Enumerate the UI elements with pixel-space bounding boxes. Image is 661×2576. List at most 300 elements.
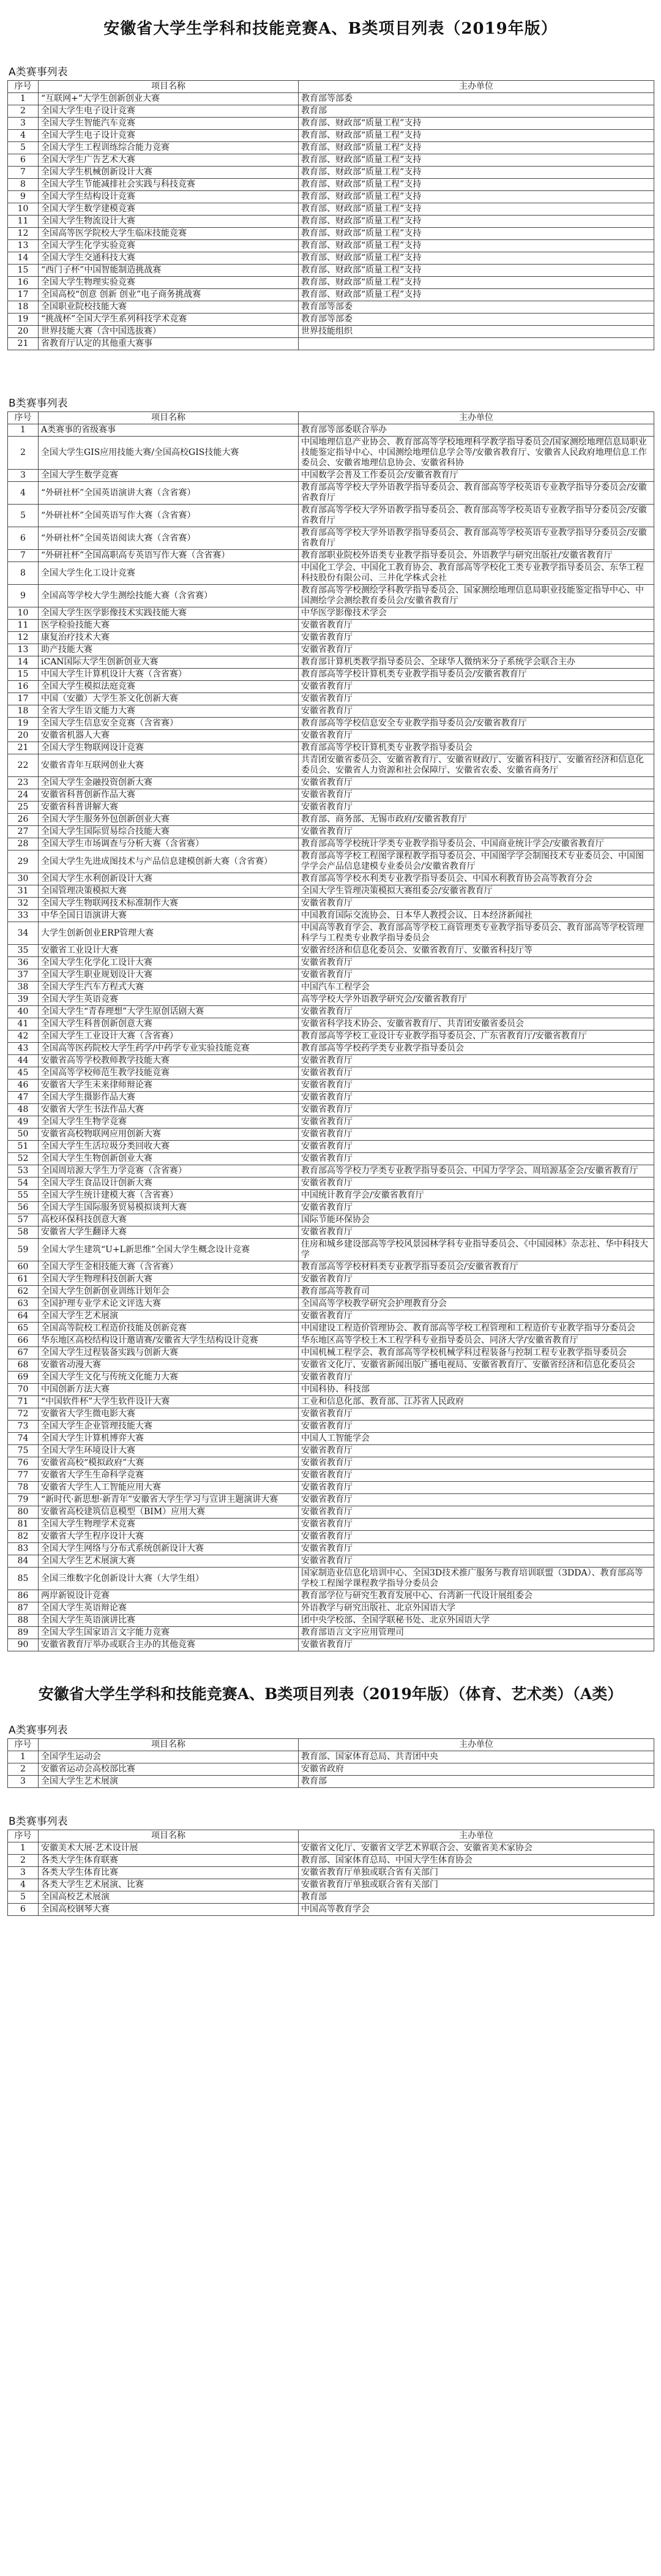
table-row	[8, 1396, 654, 1408]
organizer: 教育部高等学校力学类专业教学指导委员会、中国力学学会、周培源基金会/安徽省教育厅	[299, 1165, 654, 1177]
organizer: 安徽省教育厅	[299, 957, 654, 969]
competition-name: 华东地区高校结构设计邀请赛/安徽省大学生结构设计竞赛	[39, 1335, 299, 1347]
row-number: 83	[8, 1543, 39, 1555]
organizer: 安徽省教育厅	[299, 1408, 654, 1421]
table-row	[8, 437, 654, 470]
row-number: 2	[8, 437, 39, 470]
organizer: 教育部高等学校测绘学科教学指导委员会、国家测绘地理信息局职业技能鉴定指导中心、中国测绘学会测绘教育委员会/安徽省教育厅	[299, 585, 654, 607]
row-number: 6	[8, 527, 39, 550]
competition-name: 康复治疗技术大赛	[39, 632, 299, 644]
table-row	[8, 910, 654, 922]
competition-name: 全国大学生市场调查与分析大赛（含省赛）	[39, 838, 299, 851]
organizer: 安徽省教育厅	[299, 969, 654, 982]
table-row	[8, 1261, 654, 1274]
organizer: 安徽省教育厅	[299, 693, 654, 705]
section-sports-a	[7, 1721, 654, 1788]
organizer: 教育部、财政部“质量工程”支持	[299, 265, 654, 277]
row-number: 71	[8, 1396, 39, 1408]
row-number: 46	[8, 1080, 39, 1092]
row-number: 81	[8, 1519, 39, 1531]
organizer: 安徽省教育厅	[299, 1543, 654, 1555]
organizer: 安徽省教育厅	[299, 1226, 654, 1239]
organizer: 安徽省教育厅	[299, 1274, 654, 1286]
row-number: 15	[8, 669, 39, 681]
organizer: 教育部高等学校工业设计专业教学指导委员会、广东省教育厅/安徽省教育厅	[299, 1031, 654, 1043]
competition-name: “外研社杯”全国高职高专英语写作大赛（含省赛）	[39, 550, 299, 562]
table-row	[8, 1347, 654, 1359]
table-row	[8, 203, 654, 216]
row-number: 10	[8, 203, 39, 216]
competition-name: “外研社杯”全国英语阅读大赛（含省赛）	[39, 527, 299, 550]
table-row	[8, 1506, 654, 1519]
row-number: 13	[8, 240, 39, 252]
table-header-row	[8, 1739, 654, 1751]
column-header: 序号	[8, 1739, 39, 1751]
row-number: 22	[8, 754, 39, 777]
row-number: 14	[8, 656, 39, 669]
row-number: 27	[8, 826, 39, 838]
organizer: 安徽省教育厅	[299, 1202, 654, 1214]
competition-name: 全国大学生生活垃圾分类回收大赛	[39, 1141, 299, 1153]
row-number: 14	[8, 252, 39, 265]
table-header-row	[8, 81, 654, 93]
row-number: 77	[8, 1470, 39, 1482]
competition-name: 全国大学生生物学竞赛	[39, 1116, 299, 1128]
organizer: 安徽省教育厅	[299, 1116, 654, 1128]
table-row	[8, 730, 654, 742]
table-row	[8, 1408, 654, 1421]
table-row	[8, 656, 654, 669]
organizer: 教育部语言文字应用管理司	[299, 1627, 654, 1639]
column-header: 序号	[8, 412, 39, 424]
table-row	[8, 789, 654, 802]
row-number: 3	[8, 1776, 39, 1788]
competition-name: 全国职业院校技能大赛	[39, 301, 299, 314]
competition-name: 全国大学生电子设计竞赛	[39, 130, 299, 142]
table-row	[8, 1470, 654, 1482]
table-row	[8, 562, 654, 585]
competition-name: 中国（安徽）大学生茶文化创新大赛	[39, 693, 299, 705]
section-a	[7, 63, 654, 350]
organizer: 安徽省教育厅	[299, 1519, 654, 1531]
row-number: 8	[8, 562, 39, 585]
table-row	[8, 1763, 654, 1776]
organizer: 世界技能组织	[299, 326, 654, 338]
row-number: 7	[8, 167, 39, 179]
row-number: 37	[8, 969, 39, 982]
table-row	[8, 777, 654, 789]
table-row	[8, 644, 654, 656]
organizer: 安徽省文化厅、安徽省文学艺术界联合会、安徽省美术家协会	[299, 1842, 654, 1855]
table-row	[8, 1286, 654, 1298]
organizer: 安徽省科学技术协会、安徽省教育厅、共青团安徽省委员会	[299, 1018, 654, 1031]
row-number: 33	[8, 910, 39, 922]
table-row	[8, 607, 654, 620]
organizer: 安徽省教育厅	[299, 681, 654, 693]
row-number: 17	[8, 693, 39, 705]
row-number: 74	[8, 1433, 39, 1445]
row-number: 19	[8, 718, 39, 730]
row-number: 3	[8, 470, 39, 482]
table-row	[8, 93, 654, 105]
table-row	[8, 681, 654, 693]
row-number: 5	[8, 505, 39, 527]
organizer: 中国建设工程造价管理协会、教育部高等学校工程管理和工程造价专业教学指导分委员会	[299, 1323, 654, 1335]
competition-name: 全国大学生物流设计大赛	[39, 216, 299, 228]
table-row	[8, 1092, 654, 1104]
row-number: 2	[8, 1763, 39, 1776]
organizer: 安徽省教育厅	[299, 1470, 654, 1482]
row-number: 42	[8, 1031, 39, 1043]
competition-name: 全国大学生科普创新创意大赛	[39, 1018, 299, 1031]
competition-name: 全国大学生金融投资创新大赛	[39, 777, 299, 789]
competition-name: 全国大学生物理科技创新大赛	[39, 1274, 299, 1286]
organizer: 教育部、财政部“质量工程”支持	[299, 118, 654, 130]
table-row	[8, 1239, 654, 1261]
organizer: 安徽省教育厅	[299, 789, 654, 802]
row-number: 64	[8, 1310, 39, 1323]
organizer: 教育部、财政部“质量工程”支持	[299, 252, 654, 265]
section-title: A类赛事列表	[9, 1724, 68, 1737]
organizer: 教育部职业院校外语类专业教学指导委员会、外语教学与研究出版社/安徽省教育厅	[299, 550, 654, 562]
competition-name: 全国大学生计算机博弈大赛	[39, 1433, 299, 1445]
competition-name: 全国大学生交通科技大赛	[39, 252, 299, 265]
table-row	[8, 1494, 654, 1506]
row-number: 65	[8, 1323, 39, 1335]
table-row	[8, 191, 654, 203]
organizer: 安徽省教育厅	[299, 1128, 654, 1141]
table-row	[8, 632, 654, 644]
row-number: 60	[8, 1261, 39, 1274]
table-row	[8, 1310, 654, 1323]
competition-name: “外研社杯”全国英语写作大赛（含省赛）	[39, 505, 299, 527]
organizer: 安徽省教育厅	[299, 1372, 654, 1384]
competition-name: 全国护理专业学术论文评选大赛	[39, 1298, 299, 1310]
table-row	[8, 1855, 654, 1867]
organizer: 国际节能环保协会	[299, 1214, 654, 1226]
table-row	[8, 1043, 654, 1055]
organizer: 全国高等学校教学研究会护理教育分会	[299, 1298, 654, 1310]
competition-name: 全国大学生“青春理想”大学生原创话剧大赛	[39, 1006, 299, 1018]
row-number: 75	[8, 1445, 39, 1457]
table-row	[8, 885, 654, 898]
table-row	[8, 314, 654, 326]
competition-name: 全国大学生英语演讲比赛	[39, 1615, 299, 1627]
competition-name: 全国大学生国际服务贸易模拟谈判大赛	[39, 1202, 299, 1214]
table-row	[8, 969, 654, 982]
competition-name: 全国大学生化学实验竞赛	[39, 240, 299, 252]
row-number: 87	[8, 1602, 39, 1615]
competition-name: “西门子杯”中国智能制造挑战赛	[39, 265, 299, 277]
competition-name: 中华全国日语演讲大赛	[39, 910, 299, 922]
row-number: 10	[8, 607, 39, 620]
table-row	[8, 1372, 654, 1384]
organizer: 安徽省教育厅	[299, 1092, 654, 1104]
row-number: 18	[8, 705, 39, 718]
row-number: 35	[8, 945, 39, 957]
table-row	[8, 814, 654, 826]
organizer: 安徽省教育厅	[299, 730, 654, 742]
competition-name: A类赛事的省级赛事	[39, 424, 299, 437]
table-header-row	[8, 1830, 654, 1842]
competition-name: 全国大学生国际贸易综合技能大赛	[39, 826, 299, 838]
competition-name: 大学生创新创业ERP管理大赛	[39, 922, 299, 945]
organizer: 教育部等部委	[299, 314, 654, 326]
organizer: 教育部、国家体育总局、共青团中央	[299, 1751, 654, 1763]
competition-name: 全国高等医药院校大学生药学/中药学专业实验技能竞赛	[39, 1043, 299, 1055]
table-row	[8, 338, 654, 350]
competition-name: 各类大学生体育比赛	[39, 1867, 299, 1879]
competition-name: 全国大学生电子设计竞赛	[39, 105, 299, 118]
competition-name: 全国大学生模拟法庭竞赛	[39, 681, 299, 693]
competition-name: 安徽省工业设计大赛	[39, 945, 299, 957]
organizer: 教育部、财政部“质量工程”支持	[299, 240, 654, 252]
row-number: 23	[8, 777, 39, 789]
table-row	[8, 1457, 654, 1470]
row-number: 15	[8, 265, 39, 277]
competition-name: 安徽省大学生书法作品大赛	[39, 1104, 299, 1116]
competition-name: 全国大学生物理学术竞赛	[39, 1519, 299, 1531]
table-row	[8, 167, 654, 179]
competition-table	[7, 411, 654, 1651]
row-number: 72	[8, 1408, 39, 1421]
table-row	[8, 873, 654, 885]
table-row	[8, 1335, 654, 1347]
row-number: 54	[8, 1177, 39, 1190]
table-row	[8, 1879, 654, 1891]
organizer: 华东地区高等学校土木工程学科专业指导委员会、同济大学/安徽省教育厅	[299, 1335, 654, 1347]
row-number: 90	[8, 1639, 39, 1651]
competition-name: 安徽省科普讲解大赛	[39, 802, 299, 814]
table-row	[8, 1067, 654, 1080]
competition-name: 安徽省教育厅举办或联合主办的其他竞赛	[39, 1639, 299, 1651]
table-row	[8, 1165, 654, 1177]
row-number: 34	[8, 922, 39, 945]
organizer: 安徽省政府	[299, 1763, 654, 1776]
competition-name: 全国大学生物联网设计竞赛	[39, 742, 299, 754]
organizer: 安徽省教育厅	[299, 1506, 654, 1519]
row-number: 6	[8, 154, 39, 167]
organizer: 安徽省教育厅	[299, 1494, 654, 1506]
organizer: 教育部高等学校材料类专业教学指导委员会/安徽省教育厅	[299, 1261, 654, 1274]
competition-name: 安徽省高校建筑信息模型（BIM）应用大赛	[39, 1506, 299, 1519]
row-number: 86	[8, 1590, 39, 1602]
competition-name: 全国大学生生物创新创业大赛	[39, 1153, 299, 1165]
organizer: 中国化工学会、中国化工教育协会、教育部高等学校化工类专业教学指导委员会、东华工程科技股份有限公司、三井化学株式会社	[299, 562, 654, 585]
competition-name: 全国大学生文化与传统文化能力大赛	[39, 1372, 299, 1384]
organizer: 中国高等教育学会、教育部高等学校工商管理类专业教学指导委员会、教育部高等学校管理科学与工程类专业教学指导委员会	[299, 922, 654, 945]
organizer: 中国人工智能学会	[299, 1433, 654, 1445]
competition-name: 全国大学生物理实验竞赛	[39, 277, 299, 289]
organizer: 教育部高等学校大学外语教学指导委员会、教育部高等学校英语专业教学指导分委员会/安徽省教育厅	[299, 482, 654, 505]
competition-name: 医学检验技能大赛	[39, 620, 299, 632]
row-number: 56	[8, 1202, 39, 1214]
competition-name: 安徽省动漫大赛	[39, 1359, 299, 1372]
row-number: 2	[8, 1855, 39, 1867]
competition-name: 中国创新方法大赛	[39, 1384, 299, 1396]
row-number: 31	[8, 885, 39, 898]
table-row	[8, 240, 654, 252]
competition-name: 安徽省高等学校教师教学技能大赛	[39, 1055, 299, 1067]
competition-name: 安徽省运动会高校部比赛	[39, 1763, 299, 1776]
organizer: 安徽省教育厅	[299, 1141, 654, 1153]
competition-name: 全国周培源大学生力学竞赛（含省赛）	[39, 1165, 299, 1177]
table-row	[8, 1298, 654, 1310]
organizer: 教育部高等学校工程图学课程教学指导委员会、中国图学学会制图技术专业委员会、中国图学学会产品信息建模专业委员会/安徽省教育厅	[299, 851, 654, 873]
organizer: 安徽省教育厅	[299, 1555, 654, 1568]
organizer: 教育部学位与研究生教育发展中心、台湾新一代设计展组委会	[299, 1590, 654, 1602]
row-number: 11	[8, 216, 39, 228]
competition-name: 安徽省大学生生命科学竞赛	[39, 1470, 299, 1482]
table-row	[8, 142, 654, 154]
table-row	[8, 1141, 654, 1153]
table-row	[8, 826, 654, 838]
competition-name: 全国大学生工业设计大赛（含省赛）	[39, 1031, 299, 1043]
row-number: 28	[8, 838, 39, 851]
organizer: 全国大学生管理决策模拟大赛组委会/安徽省教育厅	[299, 885, 654, 898]
organizer: 住房和城乡建设部高等学校风景园林学科专业指导委员会、《中国园林》杂志社、华中科技大学	[299, 1239, 654, 1261]
row-number: 1	[8, 424, 39, 437]
row-number: 3	[8, 118, 39, 130]
competition-name: 全国大学生数学建模竞赛	[39, 203, 299, 216]
table-row	[8, 898, 654, 910]
competition-name: 全国高等学校师范生教学技能竞赛	[39, 1067, 299, 1080]
organizer: 安徽省教育厅单独或联合省有关部门	[299, 1879, 654, 1891]
organizer: 教育部、财政部“质量工程”支持	[299, 179, 654, 191]
row-number: 9	[8, 585, 39, 607]
organizer: 教育部、财政部“质量工程”支持	[299, 154, 654, 167]
organizer: 中国数学会普及工作委员会/安徽省教育厅	[299, 470, 654, 482]
column-header: 主办单位	[299, 1830, 654, 1842]
column-header: 项目名称	[39, 1830, 299, 1842]
row-number: 4	[8, 1879, 39, 1891]
row-number: 51	[8, 1141, 39, 1153]
competition-name: 全国大学生统计建模大赛（含省赛）	[39, 1190, 299, 1202]
organizer: 外语教学与研究出版社、北京外国语大学	[299, 1602, 654, 1615]
competition-name: 全国大学生艺术展演	[39, 1776, 299, 1788]
row-number: 62	[8, 1286, 39, 1298]
table-row	[8, 1627, 654, 1639]
organizer: 安徽省教育厅	[299, 802, 654, 814]
competition-name: 全国三维数字化创新设计大赛（大学生组）	[39, 1568, 299, 1590]
page-title: 安徽省大学生学科和技能竞赛A、B类项目列表（2019年版）	[103, 20, 558, 38]
organizer: 教育部高等学校大学外语教学指导委员会、教育部高等学校英语专业教学指导分委员会/安徽省教育厅	[299, 505, 654, 527]
competition-name: 安徽省大学生翻译大赛	[39, 1226, 299, 1239]
organizer: 工业和信息化部、教育部、江苏省人民政府	[299, 1396, 654, 1408]
table-row	[8, 1384, 654, 1396]
organizer: 安徽省教育厅	[299, 620, 654, 632]
table-row	[8, 1421, 654, 1433]
row-number: 21	[8, 742, 39, 754]
table-row	[8, 1055, 654, 1067]
competition-name: 全国大学生摄影作品大赛	[39, 1092, 299, 1104]
competition-name: 安徽省大学生微电影大赛	[39, 1408, 299, 1421]
table-row	[8, 1904, 654, 1916]
competition-name: “挑战杯”全国大学生系列科技学术竞赛	[39, 314, 299, 326]
table-row	[8, 154, 654, 167]
organizer: 教育部、财政部“质量工程”支持	[299, 142, 654, 154]
table-row	[8, 1519, 654, 1531]
organizer: 安徽省教育厅	[299, 705, 654, 718]
row-number: 5	[8, 142, 39, 154]
competition-name: 全省大学生语文能力大赛	[39, 705, 299, 718]
row-number: 21	[8, 338, 39, 350]
column-header: 序号	[8, 81, 39, 93]
row-number: 13	[8, 644, 39, 656]
table-row	[8, 754, 654, 777]
table-row	[8, 424, 654, 437]
organizer: 中国汽车工程学会	[299, 982, 654, 994]
column-header: 项目名称	[39, 412, 299, 424]
table-row	[8, 228, 654, 240]
column-header: 项目名称	[39, 81, 299, 93]
competition-name: 全国大学生过程装备实践与创新大赛	[39, 1347, 299, 1359]
organizer: 教育部高等学校信息安全专业教学指导委员会/安徽省教育厅	[299, 718, 654, 730]
competition-name: 全国高等医学院校大学生临床技能竞赛	[39, 228, 299, 240]
competition-name: 安徽省机器人大赛	[39, 730, 299, 742]
competition-name: 安徽省青年互联网创业大赛	[39, 754, 299, 777]
table-body	[8, 93, 654, 350]
row-number: 3	[8, 1867, 39, 1879]
competition-name: “外研社杯”全国英语演讲大赛（含省赛）	[39, 482, 299, 505]
table-row	[8, 1445, 654, 1457]
organizer: 教育部高等学校药学类专业教学指导委员会	[299, 1043, 654, 1055]
organizer: 教育部高等学校大学外语教学指导委员会、教育部高等学校英语专业教学指导分委员会/安徽省教育厅	[299, 527, 654, 550]
competition-name: 全国管理决策模拟大赛	[39, 885, 299, 898]
competition-name: 全国高校艺术展演	[39, 1891, 299, 1904]
row-number: 76	[8, 1457, 39, 1470]
row-number: 88	[8, 1615, 39, 1627]
table-body	[8, 1751, 654, 1788]
competition-name: 全国大学生建筑“U+L新思维”全国大学生概念设计竞赛	[39, 1239, 299, 1261]
competition-name: 全国大学生先进成图技术与产品信息建模创新大赛（含省赛）	[39, 851, 299, 873]
row-number: 11	[8, 620, 39, 632]
competition-name: 全国大学生金相技能大赛（含省赛）	[39, 1261, 299, 1274]
row-number: 7	[8, 550, 39, 562]
organizer: 高等学校大学外语教学研究会/安徽省教育厅	[299, 994, 654, 1006]
competition-table	[7, 1738, 654, 1788]
competition-name: 全国大学生食品设计创新大赛	[39, 1177, 299, 1190]
organizer: 安徽省教育厅	[299, 1067, 654, 1080]
row-number: 4	[8, 130, 39, 142]
organizer: 安徽省经济和信息化委员会、安徽省教育厅、安徽省科技厅等	[299, 945, 654, 957]
competition-name: 全国大学生英语辩论赛	[39, 1602, 299, 1615]
competition-name: 全国学生运动会	[39, 1751, 299, 1763]
row-number: 84	[8, 1555, 39, 1568]
row-number: 68	[8, 1359, 39, 1372]
table-row	[8, 1776, 654, 1788]
row-number: 5	[8, 1891, 39, 1904]
table-row	[8, 838, 654, 851]
organizer	[299, 338, 654, 350]
competition-name: 安徽省高校“模拟政府”大赛	[39, 1457, 299, 1470]
page-title-sports-arts: 安徽省大学生学科和技能竞赛A、B类项目列表（2019年版）（体育、艺术类）（A类）	[38, 1685, 623, 1703]
row-number: 8	[8, 179, 39, 191]
row-number: 24	[8, 789, 39, 802]
organizer: 教育部等部委	[299, 301, 654, 314]
row-number: 39	[8, 994, 39, 1006]
table-row	[8, 1202, 654, 1214]
organizer: 安徽省教育厅	[299, 1457, 654, 1470]
competition-name: 全国大学生英语竞赛	[39, 994, 299, 1006]
competition-name: 安徽省科普创新作品大赛	[39, 789, 299, 802]
row-number: 6	[8, 1904, 39, 1916]
table-row	[8, 1602, 654, 1615]
organizer: 教育部计算机类教学指导委员会、全球华人微纳米分子系统学会联合主办	[299, 656, 654, 669]
row-number: 53	[8, 1165, 39, 1177]
table-row	[8, 550, 654, 562]
row-number: 1	[8, 1751, 39, 1763]
